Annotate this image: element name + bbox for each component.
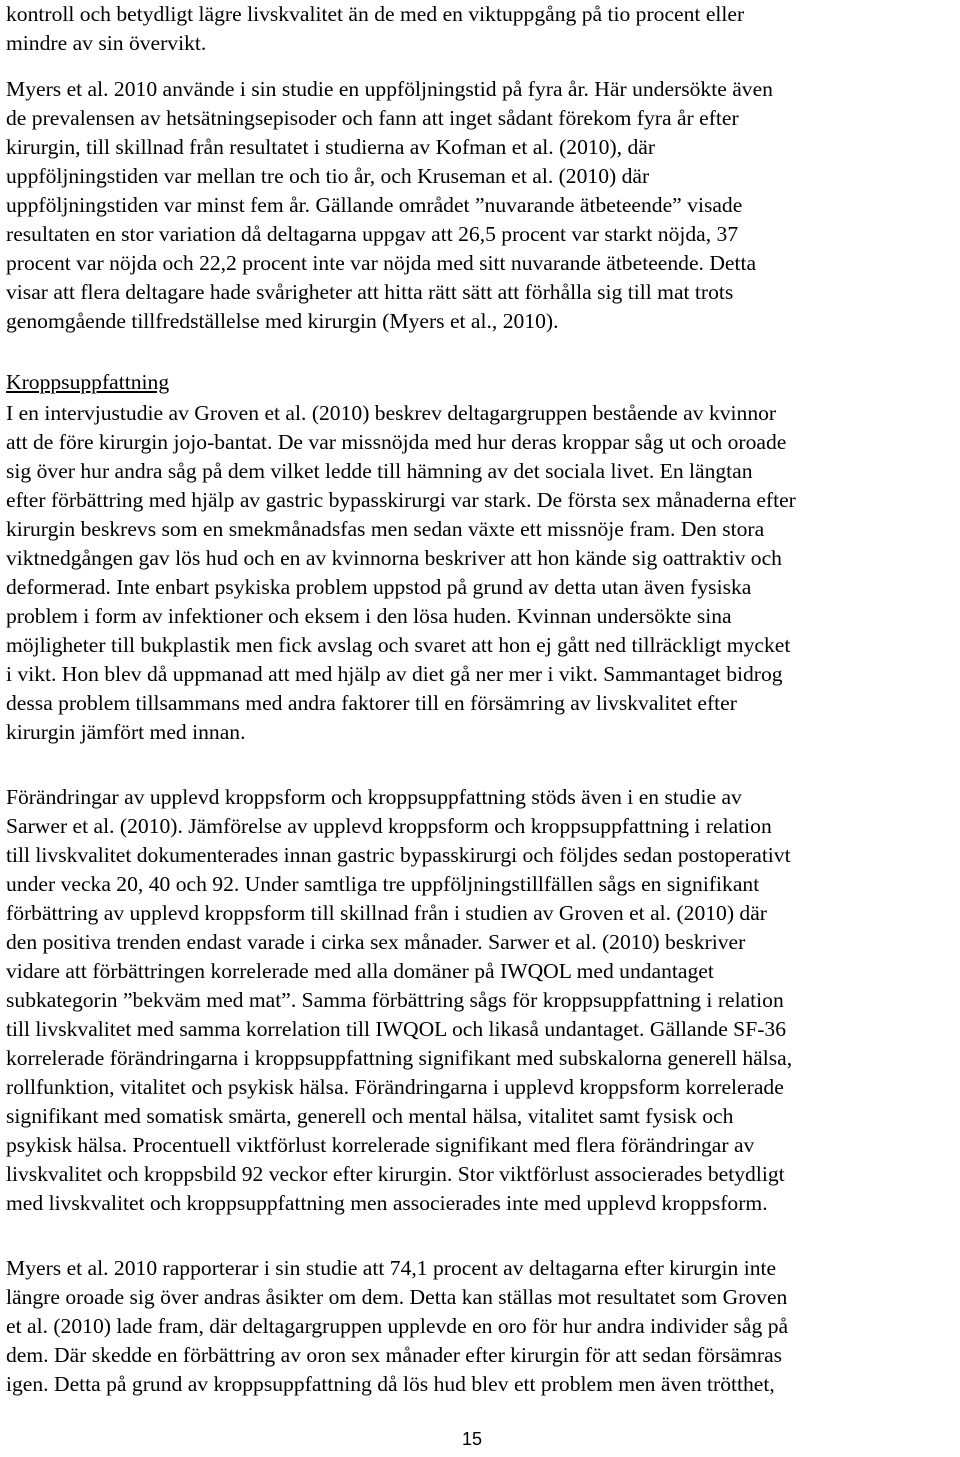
text-line: subkategorin ”bekväm med mat”. Samma förbättring sågs för kroppsuppfattning i relation <box>6 988 784 1012</box>
text-line: under vecka 20, 40 och 92. Under samtliga tre uppföljningstillfällen sågs en signifikant <box>6 872 760 896</box>
text-line: korrelerade förändringarna i kroppsuppfattning signifikant med subskalorna generell hälsa, <box>6 1046 793 1070</box>
text-line: resultaten en stor variation då deltagarna uppgav att 26,5 procent var starkt nöjda, 37 <box>6 222 739 246</box>
text-line: livskvalitet och kroppsbild 92 veckor efter kirurgin. Stor viktförlust associerades betydligt <box>6 1162 785 1186</box>
text-line: till livskvalitet med samma korrelation till IWQOL och likaså undantaget. Gällande SF-36 <box>6 1017 786 1041</box>
text-line: procent var nöjda och 22,2 procent inte var nöjda med sitt nuvarande ätbeteende. Detta <box>6 251 757 275</box>
text-line: viktnedgången gav lös hud och en av kvinnorna beskriver att hon kände sig oattraktiv och <box>6 546 782 570</box>
text-line: i vikt. Hon blev då uppmanad att med hjälp av diet gå ner mer i vikt. Sammantaget bidrog <box>6 662 783 686</box>
text-line: att de före kirurgin jojo-bantat. De var missnöjda med hur deras kroppar såg ut och oroade <box>6 430 787 454</box>
text-line: sig över hur andra såg på dem vilket ledde till hämning av det sociala livet. En längtan <box>6 459 753 483</box>
text-line: et al. (2010) lade fram, där deltagargruppen upplevde en oro för hur andra individer såg på <box>6 1314 789 1338</box>
text-line: längre oroade sig över andras åsikter om dem. Detta kan ställas mot resultatet som Groven <box>6 1285 788 1309</box>
text-line: problem i form av infektioner och eksem i den lösa huden. Kvinnan undersökte sina <box>6 604 732 628</box>
text-line: kirurgin beskrevs som en smekmånadsfas men sedan växte ett missnöje fram. Den stora <box>6 517 765 541</box>
section-heading: Kroppsuppfattning <box>6 370 170 394</box>
text-line: vidare att förbättringen korrelerade med alla domäner på IWQOL med undantaget <box>6 959 714 983</box>
text-line: kontroll och betydligt lägre livskvalitet än de med en viktuppgång på tio procent eller <box>6 2 745 26</box>
text-line: efter förbättring med hjälp av gastric bypasskirurgi var stark. De första sex månaderna efter <box>6 488 796 512</box>
text-line: Myers et al. 2010 rapporterar i sin studie att 74,1 procent av deltagarna efter kirurgin inte <box>6 1256 777 1280</box>
text-line: signifikant med somatisk smärta, generell och mental hälsa, vitalitet samt fysisk och <box>6 1104 734 1128</box>
text-line: genomgående tillfredställelse med kirurgin (Myers et al., 2010). <box>6 309 559 333</box>
text-line: visar att flera deltagare hade svårigheter att hitta rätt sätt att förhålla sig till mat trots <box>6 280 734 304</box>
text-line: kirurgin jämfört med innan. <box>6 720 246 744</box>
text-line: den positiva trenden endast varade i cirka sex månader. Sarwer et al. (2010) beskriver <box>6 930 746 954</box>
text-line: uppföljningstiden var minst fem år. Gällande området ”nuvarande ätbeteende” visade <box>6 193 743 217</box>
page-number: 15 <box>462 1429 483 1449</box>
text-line: Myers et al. 2010 använde i sin studie en uppföljningstid på fyra år. Här undersökte även <box>6 77 773 101</box>
text-line: till livskvalitet dokumenterades innan gastric bypasskirurgi och följdes sedan postoperativt <box>6 843 791 867</box>
text-line: de prevalensen av hetsätningsepisoder och fann att inget sådant förekom fyra år efter <box>6 106 739 130</box>
text-line: dessa problem tillsammans med andra faktorer till en försämring av livskvalitet efter <box>6 691 737 715</box>
text-line: I en intervjustudie av Groven et al. (2010) beskrev deltagargruppen bestående av kvinnor <box>6 401 777 425</box>
text-line: uppföljningstiden var mellan tre och tio år, och Kruseman et al. (2010) där <box>6 164 650 188</box>
text-line: psykisk hälsa. Procentuell viktförlust korrelerade signifikant med flera förändringar av <box>6 1133 755 1157</box>
text-line: med livskvalitet och kroppsuppfattning men associerades inte med upplevd kroppsform. <box>6 1191 768 1215</box>
text-line: rollfunktion, vitalitet och psykisk hälsa. Förändringarna i upplevd kroppsform korrelerade <box>6 1075 784 1099</box>
text-line: förbättring av upplevd kroppsform till skillnad från i studien av Groven et al. (2010) där <box>6 901 767 925</box>
text-line: deformerad. Inte enbart psykiska problem uppstod på grund av detta utan även fysiska <box>6 575 752 599</box>
text-line: Sarwer et al. (2010). Jämförelse av upplevd kroppsform och kroppsuppfattning i relation <box>6 814 772 838</box>
text-line: Förändringar av upplevd kroppsform och kroppsuppfattning stöds även i en studie av <box>6 785 742 809</box>
text-line: möjligheter till bukplastik men fick avslag och svaret att hon ej gått ned tillräckligt mycket <box>6 633 791 657</box>
text-line: kirurgin, till skillnad från resultatet i studierna av Kofman et al. (2010), där <box>6 135 656 159</box>
text-line: igen. Detta på grund av kroppsuppfattning då lös hud blev ett problem men även trötthet, <box>6 1372 775 1396</box>
text-line: mindre av sin övervikt. <box>6 31 207 55</box>
text-line: dem. Där skedde en förbättring av oron sex månader efter kirurgin för att sedan försämras <box>6 1343 783 1367</box>
